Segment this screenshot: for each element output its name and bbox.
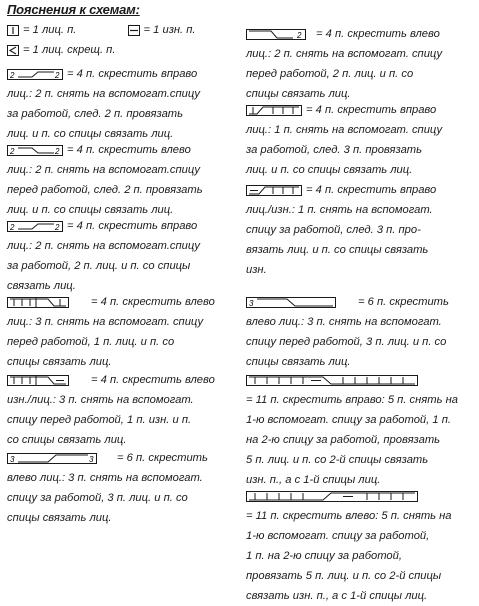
svg-text:3: 3 [89, 454, 94, 463]
cable-entry: 3 = 6 п. скрестить влево лиц.: 3 п. снять на вспомогат. спицу перед работой, 3 п. лиц. и п. со спицы связать лиц. [246, 296, 449, 368]
cable-entry: = 11 п. скрестить вправо: 5 п. снять на 1-ю вспомогат. спицу за работой, 1 п. на 2-ю спицу за работой, провязать 5 п. лиц. и п. со 2-й спицы связать изн. п., а с 1-й спицы лиц. [246, 370, 474, 490]
svg-text:2: 2 [55, 146, 60, 155]
svg-text:2: 2 [55, 70, 60, 79]
svg-text:2: 2 [55, 222, 60, 231]
legend-basic: = 1 лиц. п. = 1 изн. п. = 1 лиц. скрещ. п. [7, 20, 235, 60]
cable-left-3-1-icon [7, 297, 69, 308]
cable-right-1-3-icon [246, 105, 302, 116]
purl-symbol-icon [128, 25, 140, 36]
cable-entry: 2 2 = 4 п. скрестить влево лиц.: 2 п. снять на вспомогат.спицу перед работой, след. 2 п. провязать лиц. и п. со спицы связать лиц. [7, 144, 203, 216]
cable-entry: = 4 п. скрестить влево изн./лиц.: 3 п. снять на вспомогат. спицу перед работой, 1 п. изн. и п. со спицы связать лиц. [7, 374, 215, 446]
svg-text:3: 3 [249, 298, 254, 307]
cable-entry: = 11 п. скрестить влево: 5 п. снять на 1-ю вспомогат. спицу за работой, 1 п. на 2-ю спицу за работой, провязать 5 п. лиц. и п. со 2-й спицы связать изн. п., а с 1-й спицы лиц. [246, 486, 474, 606]
cable-entry: = 4 п. скрестить влево лиц.: 3 п. снять на вспомогат. спицу перед работой, 1 п. лиц. и п. со спицы связать лиц. [7, 296, 215, 368]
cable-entry: 2 2 = 4 п. скрестить вправо лиц.: 2 п. снять на вспомогат.спицу за работой, след. 2 п. провязать лиц. и п. со спицы связать лиц. [7, 68, 200, 140]
svg-text:2: 2 [297, 30, 302, 39]
cable-entry: 2 2 = 4 п. скрестить вправо лиц.: 2 п. снять на вспомогат.спицу за работой, 2 п. лиц. и п. со спицы связать лиц. [7, 220, 200, 292]
knit-symbol-icon [7, 25, 19, 36]
legend-knit: = 1 лиц. п. [7, 20, 76, 40]
legend-purl: = 1 изн. п. [128, 20, 196, 40]
page-title: Пояснения к схемам: [7, 2, 140, 17]
cable-left-purl-knit-icon [7, 375, 69, 386]
cable-right-knit-purl-icon [246, 185, 302, 196]
cable-entry: 2 = 4 п. скрестить влево лиц.: 2 п. снять на вспомогат. спицу перед работой, 2 п. лиц. и п. со спицы связать лиц. [246, 28, 443, 100]
cable-left-2-2-icon [246, 29, 306, 40]
cable-left-11-icon [246, 491, 418, 502]
cable-entry: = 4 п. скрестить вправо лиц./изн.: 1 п. снять на вспомогат. спицу за работой, след. 3 п. про- вязать лиц. и п. со спицы связать изн. [246, 184, 437, 276]
cable-entry: 3 3 = 6 п. скрестить влево лиц.: 3 п. снять на вспомогат. спицу за работой, 3 п. лиц. и п. со спицы связать лиц. [7, 452, 208, 524]
cable-left-3-3-icon [246, 297, 336, 308]
svg-text:2: 2 [10, 146, 15, 155]
cable-right-2-2-icon [7, 221, 63, 232]
cable-right-2-2-icon [7, 69, 63, 80]
svg-text:2: 2 [10, 70, 15, 79]
svg-text:3: 3 [10, 454, 15, 463]
svg-text:2: 2 [10, 222, 15, 231]
cable-right-11-icon [246, 375, 418, 386]
cable-left-3-3-icon [7, 453, 97, 464]
crossed-knit-symbol-icon [7, 45, 19, 56]
cable-entry: = 4 п. скрестить вправо лиц.: 1 п. снять на вспомогат. спицу за работой, след. 3 п. провязать лиц. и п. со спицы связать лиц. [246, 104, 443, 176]
cable-left-2-2-icon [7, 145, 63, 156]
